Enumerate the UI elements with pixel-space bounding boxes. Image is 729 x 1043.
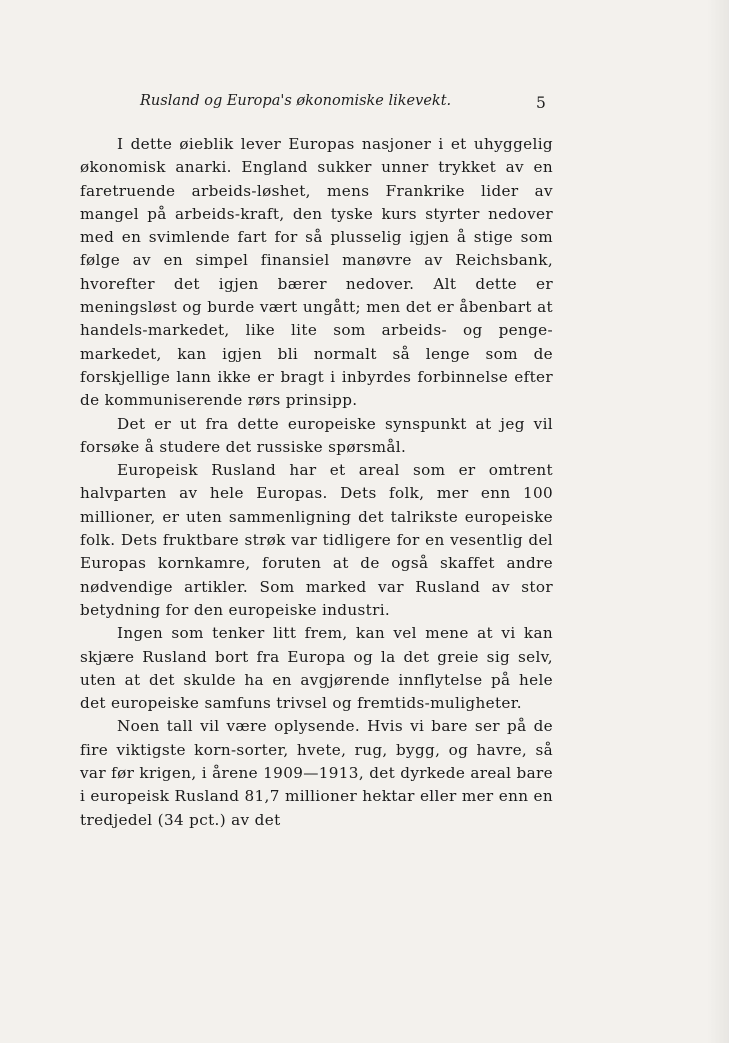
paragraph: Det er ut fra dette europeiske synspunkt at jeg vil forsøke å studere det russiske spørsmål. <box>80 414 553 456</box>
paragraph: Ingen som tenker litt frem, kan vel mene at vi kan skjære Rusland bort fra Europa og la det greie sig selv, uten at det skulde ha en avgjørende innflytelse på hele det europeiske samfuns trivsel og fremtids-muligheter. <box>80 624 553 713</box>
page-number: 5 <box>536 94 546 112</box>
page-edge-shadow <box>707 0 729 1043</box>
paragraph: Noen tall vil være oplysende. Hvis vi bare ser på de fire viktigste korn-sorter, hvete, rug, bygg, og havre, så var før krigen, i årene 1909—1913, det dyrkede areal bare i europeisk Rusland 81,7 millioner hektar eller mer enn en tredjedel (34 pct.) av det <box>80 717 553 829</box>
running-header <box>140 93 560 112</box>
paragraph: Europeisk Rusland har et areal som er omtrent halvparten av hele Europas. Dets folk, mer enn 100 millioner, er uten sammenligning det talrikste europeiske folk. Dets fruktbare strøk var tidligere for en vesentlig del Europas kornkamre, foruten at de også skaffet andre nødvendige artikler. Som marked var Rusland av stor betydning for den europeiske industri. <box>80 461 553 619</box>
running-title: Rusland og Europa's økonomiske likevekt. <box>140 93 452 109</box>
paragraph: I dette øieblik lever Europas nasjoner i et uhyggelig økonomisk anarki. England sukker unner trykket av en faretruende arbeids-løshet, mens Frankrike lider av mangel på arbeids-kraft, den tyske kurs styrter nedover med en svimlende fart for så plusselig igjen å stige som følge av en simpel finansiel manøvre av Reichsbank, hvorefter det igjen bærer nedover. Alt dette er meningsløst og burde vært ungått; men det er åbenbart at handels-markedet, like lite som arbeids- og penge-markedet, kan igjen bli normalt så lenge som de forskjellige lann ikke er bragt i inbyrdes forbinnelse efter de kommuniserende rørs prinsipp. <box>80 135 553 410</box>
body-text <box>80 133 553 832</box>
